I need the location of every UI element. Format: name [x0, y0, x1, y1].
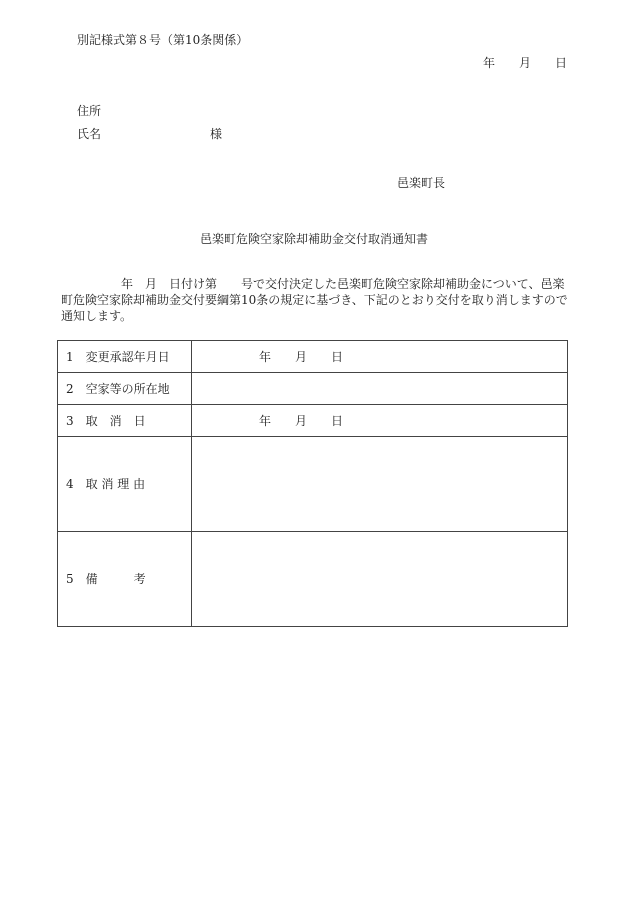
- row-label: 4 取 消 理 由: [58, 437, 192, 532]
- row-value: 年 月 日: [192, 341, 568, 373]
- form-number-label: 別記様式第８号（第10条関係）: [77, 33, 249, 47]
- document-title: 邑楽町危険空家除却補助金交付取消通知書: [200, 232, 429, 246]
- issue-date: 年 月 日: [483, 56, 568, 70]
- detail-table: [57, 340, 568, 627]
- name-label: 氏名: [77, 127, 102, 141]
- row-label: 2 空家等の所在地: [58, 373, 192, 405]
- table-row: [58, 437, 568, 532]
- table-row: [58, 405, 568, 437]
- table-row: [58, 532, 568, 627]
- sender-mayor: 邑楽町長: [397, 176, 446, 190]
- row-value: [192, 532, 568, 627]
- row-label: 3 取 消 日: [58, 405, 192, 437]
- row-value: 年 月 日: [192, 405, 568, 437]
- table-row: [58, 341, 568, 373]
- row-label: 1 変更承認年月日: [58, 341, 192, 373]
- address-label: 住所: [77, 104, 102, 118]
- row-value: [192, 373, 568, 405]
- row-label: 5 備 考: [58, 532, 192, 627]
- row-value: [192, 437, 568, 532]
- table-row: [58, 373, 568, 405]
- body-paragraph: 年 月 日付け第 号で交付決定した邑楽町危険空家除却補助金について、邑楽町危険空家除却補助金交付要綱第10条の規定に基づき、下記のとおり交付を取り消しますので通知します。: [61, 277, 568, 323]
- honorific: 様: [210, 127, 223, 141]
